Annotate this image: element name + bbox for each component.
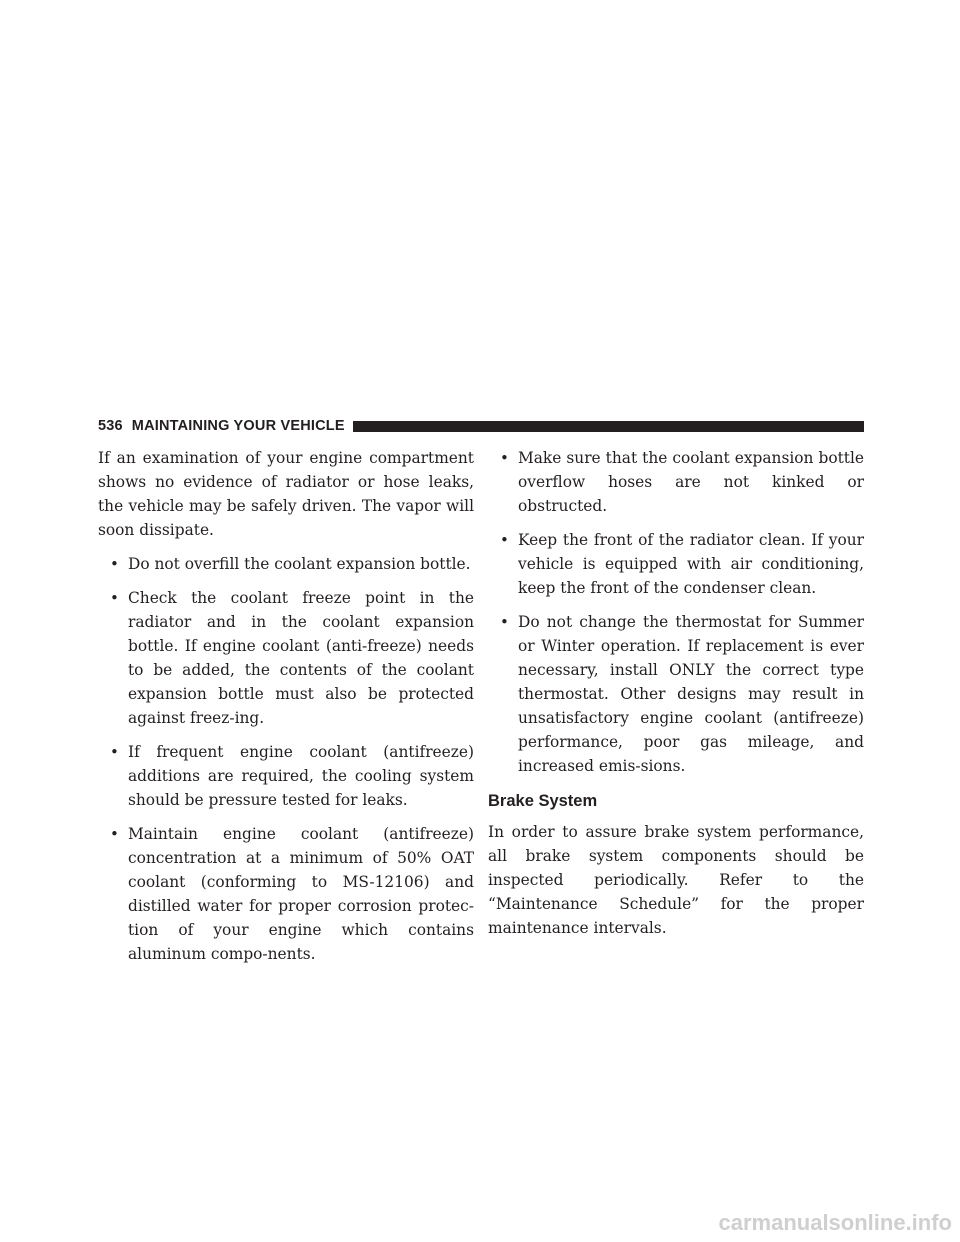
bullet-text: Make sure that the coolant expansion bottle overflow hoses are not kinked or obstructed.: [518, 449, 864, 515]
bullet-item: [488, 446, 864, 518]
bullet-text: Do not overfill the coolant expansion bottle.: [128, 555, 471, 573]
bullet-dot-icon: •: [110, 743, 119, 761]
right-column: [488, 446, 864, 950]
bullet-item: [98, 586, 474, 730]
bullet-item: [488, 610, 864, 778]
bullet-dot-icon: •: [110, 825, 119, 843]
page-header: [98, 416, 864, 436]
bullet-item: [98, 740, 474, 812]
bullet-dot-icon: •: [500, 531, 509, 549]
intro-paragraph: If an examination of your engine compartment shows no evidence of radiator or hose leaks, the vehicle may be safely driven. The vapor will soon dissipate.: [98, 449, 474, 539]
section-title: MAINTAINING YOUR VEHICLE: [131, 418, 345, 434]
bullet-item: [98, 822, 474, 966]
bullet-item: [488, 528, 864, 600]
brake-system-heading: Brake System: [488, 792, 598, 810]
bullet-text: Maintain engine coolant (antifreeze) concentration at a minimum of 50% OAT coolant (conforming to MS-12106) and distilled water for proper corrosion protec-tion of your engine which contains aluminum compo-nents.: [128, 825, 474, 963]
bullet-item: [98, 552, 474, 576]
header-rule: [353, 421, 864, 432]
watermark-link[interactable]: carmanualsonline.info: [718, 1210, 952, 1235]
bullet-text: If frequent engine coolant (antifreeze) additions are required, the cooling system should be pressure tested for leaks.: [128, 743, 474, 809]
bullet-dot-icon: •: [110, 589, 119, 607]
page-number: 536: [98, 418, 123, 434]
bullet-dot-icon: •: [500, 449, 509, 467]
brake-system-paragraph: In order to assure brake system performance, all brake system components should be inspected periodically. Refer to the “Maintenance Schedule” for the proper maintenance intervals.: [488, 823, 864, 937]
left-column: [98, 446, 474, 976]
bullet-text: Do not change the thermostat for Summer or Winter operation. If replacement is ever necessary, install ONLY the correct type thermostat. Other designs may result in unsatisfactory engine coolant (antifreeze) performance, poor gas mileage, and increased emis-sions.: [518, 613, 864, 775]
bullet-dot-icon: •: [500, 613, 509, 631]
bullet-dot-icon: •: [110, 555, 119, 573]
bullet-text: Keep the front of the radiator clean. If your vehicle is equipped with air conditioning, keep the front of the condenser clean.: [518, 531, 864, 597]
bullet-text: Check the coolant freeze point in the radiator and in the coolant expansion bottle. If engine coolant (anti-freeze) needs to be added, the contents of the coolant expansion bottle must also be protected against freez-ing.: [128, 589, 474, 727]
